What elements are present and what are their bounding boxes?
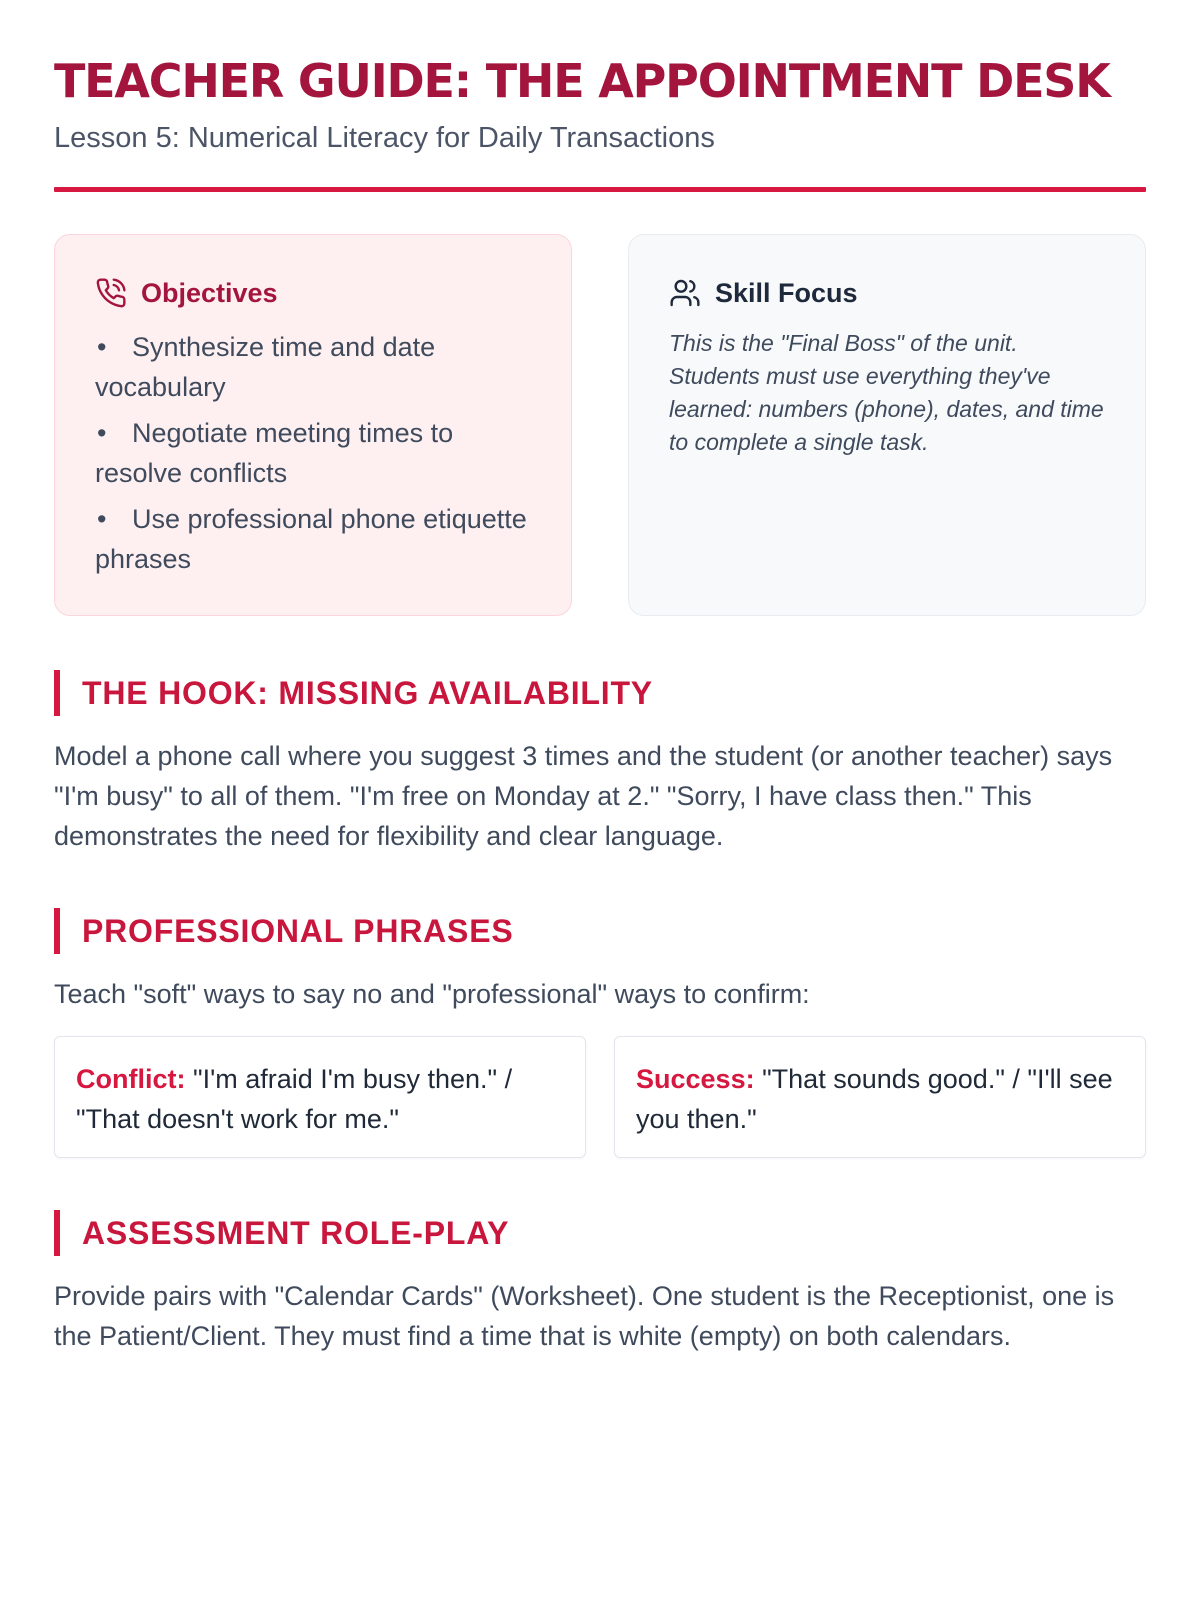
assessment-section-heading: ASSESSMENT ROLE-PLAY: [54, 1210, 1146, 1256]
assessment-text: Provide pairs with "Calendar Cards" (Worksheet). One student is the Receptionist, one is the Patient/Client. They must find a time that is white (empty) on both calendars.: [54, 1281, 1115, 1352]
users-icon: [669, 277, 701, 309]
objective-text: Synthesize time and date vocabulary: [95, 332, 436, 403]
page-subtitle: Lesson 5: Numerical Literacy for Daily Transactions: [54, 121, 715, 154]
phrases-intro: Teach "soft" ways to say no and "professional" ways to confirm:: [54, 979, 810, 1010]
phone-call-icon: [95, 277, 127, 309]
objective-text: Negotiate meeting times to resolve conflicts: [95, 418, 454, 489]
conflict-phrase-box: [54, 1036, 586, 1158]
skill-focus-text: This is the "Final Boss" of the unit. Students must use everything they've learned: numbers (phone), dates, and time to complete a single task.: [669, 330, 1104, 456]
objectives-heading: Objectives: [141, 277, 278, 308]
info-cards: [54, 234, 1146, 616]
objectives-header: [95, 277, 531, 309]
objective-item: [95, 327, 531, 407]
objective-item: [95, 413, 531, 493]
conflict-label: Conflict:: [76, 1064, 193, 1095]
page-title: TEACHER GUIDE: THE APPOINTMENT DESK: [54, 54, 1110, 108]
hook-text: Model a phone call where you suggest 3 times and the student (or another teacher) says "I'm busy" to all of them. "I'm free on Monday at 2." "Sorry, I have class then." This demonstrates the need for flexibility and clear language.: [54, 741, 1113, 852]
bullet-icon: •: [97, 418, 107, 449]
objective-text: Use professional phone etiquette phrases: [95, 504, 527, 575]
objectives-list: [95, 327, 531, 579]
bullet-icon: •: [97, 504, 107, 535]
bullet-icon: •: [97, 332, 107, 363]
skill-focus-heading: Skill Focus: [715, 277, 858, 308]
objectives-card: [54, 234, 572, 616]
skill-focus-header: [669, 277, 1105, 309]
hook-section-heading: THE HOOK: MISSING AVAILABILITY: [54, 670, 1146, 716]
phrases-section-heading: PROFESSIONAL PHRASES: [54, 908, 1146, 954]
conflict-text: "I'm afraid I'm busy then." / "That doesn't work for me.": [76, 1064, 513, 1135]
skill-focus-card: [628, 234, 1146, 616]
success-text: "That sounds good." / "I'll see you then.": [636, 1064, 1113, 1135]
success-label: Success:: [636, 1064, 763, 1095]
header-divider: [54, 187, 1146, 192]
objective-item: [95, 499, 531, 579]
phrase-boxes: [54, 1036, 1146, 1158]
success-phrase-box: [614, 1036, 1146, 1158]
